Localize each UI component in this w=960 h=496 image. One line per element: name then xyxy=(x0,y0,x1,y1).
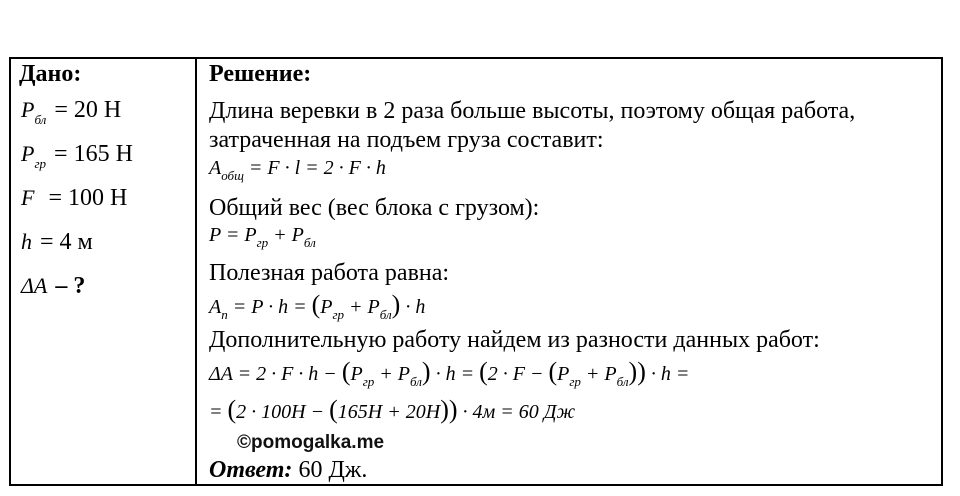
equals-sign: = xyxy=(40,229,54,255)
given-subscript: бл xyxy=(34,112,47,127)
answer-value: 60 Дж. xyxy=(298,457,368,483)
given-item xyxy=(21,229,133,273)
given-value: 20 Н xyxy=(73,97,122,123)
solution-text-line: Полезная работа равна: xyxy=(209,260,450,286)
given-symbol: h xyxy=(21,229,32,254)
given-heading: Дано: xyxy=(19,61,82,87)
equals-sign: = xyxy=(54,97,68,123)
dash-sign: – xyxy=(55,273,68,299)
given-value: 4 м xyxy=(59,229,93,255)
solution-heading: Решение: xyxy=(209,61,312,87)
given-value: 165 Н xyxy=(73,141,133,167)
equals-sign: = xyxy=(48,185,62,211)
given-list xyxy=(21,97,133,317)
formula-useful-work: $A_п = P \cdot h = (P_{гр} + P_{бл}) \cdot h$ xyxy=(209,290,426,322)
formula-total-weight: $P = P_{гр} + P_{бл}$ xyxy=(209,224,316,250)
solution-text-line: Длина веревки в 2 раза больше высоты, поэтому общая работа, xyxy=(209,98,856,124)
given-item xyxy=(21,273,133,317)
equals-sign: = xyxy=(54,141,68,167)
given-symbol: F xyxy=(21,185,35,210)
formula-numeric-result: = (2 · 100Н − (165Н + 20Н)) · 4м = 60 Дж xyxy=(209,395,576,424)
given-item xyxy=(21,185,133,229)
solution-text-line: Общий вес (вес блока с грузом): xyxy=(209,195,540,221)
answer-label: Ответ: xyxy=(209,457,293,483)
given-value: 100 Н xyxy=(68,185,128,211)
given-value: ? xyxy=(73,273,86,299)
solution-text-line: Дополнительную работу найдем из разности данных работ: xyxy=(209,327,820,353)
given-symbol: P xyxy=(21,141,35,166)
given-column xyxy=(11,59,197,484)
solution-column xyxy=(197,59,941,484)
given-symbol: P xyxy=(21,97,35,122)
solution-table xyxy=(9,57,943,486)
watermark: ©pomogalka.me xyxy=(237,432,385,453)
given-symbol: ΔA xyxy=(21,273,48,298)
given-subscript: гр xyxy=(34,156,47,171)
formula-total-work: $A_{общ} = F \cdot l = 2 \cdot F \cdot h$ xyxy=(209,157,386,183)
solution-text-line: затраченная на подъем груза составит: xyxy=(209,127,604,153)
formula-extra-work: $\Delta A = 2 \cdot F \cdot h - (P_{гр} + P_{бл}) \cdot h = (2 \cdot F - (P_{гр} + P_{бл})) \cdot h$ = xyxy=(209,357,690,389)
answer xyxy=(209,457,367,484)
given-item xyxy=(21,97,133,141)
given-item xyxy=(21,141,133,185)
